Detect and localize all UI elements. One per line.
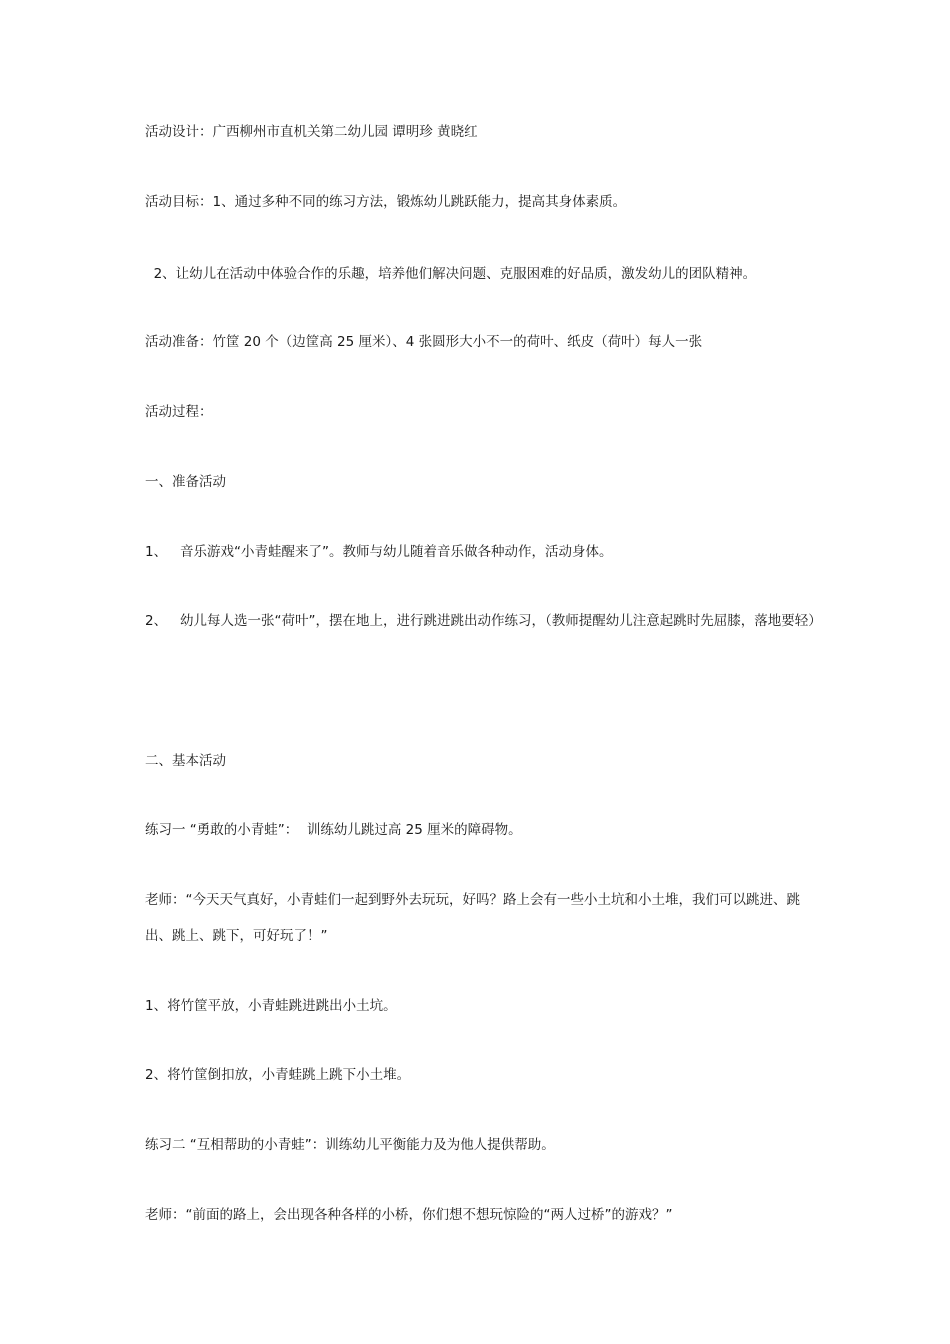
exercise-1-step-2: 2、将竹筐倒扣放，小青蛙跳上跳下小土堆。 xyxy=(145,1067,411,1083)
section-1-item-1: 1、 音乐游戏“小青蛙醒来了”。教师与幼儿随着音乐做各种动作，活动身体。 xyxy=(145,544,613,560)
exercise-2-teacher: 老师：“前面的路上，会出现各种各样的小桥，你们想不想玩惊险的“两人过桥”的游戏？” xyxy=(145,1207,673,1223)
process-heading: 活动过程： xyxy=(145,404,213,420)
exercise-2-title: 练习二 “互相帮助的小青蛙”：训练幼儿平衡能力及为他人提供帮助。 xyxy=(145,1137,555,1153)
exercise-1-step-1: 1、将竹筐平放，小青蛙跳进跳出小土坑。 xyxy=(145,998,397,1014)
exercise-1-teacher: 老师：“今天天气真好，小青蛙们一起到野外去玩玩，好吗？路上会有一些小土坑和小土堆，我们可以跳进、跳出、跳上、跳下，可好玩了！” xyxy=(145,892,800,944)
goal-1-line: 活动目标：1、通过多种不同的练习方法，锻炼幼儿跳跃能力，提高其身体素质。 xyxy=(145,194,627,210)
exercise-1-title: 练习一 “勇敢的小青蛙”： 训练幼儿跳过高 25 厘米的障碍物。 xyxy=(145,822,522,838)
section-1-item-2: 2、 幼儿每人选一张“荷叶”，摆在地上，进行跳进跳出动作练习，（教师提醒幼儿注意起跳时先屈膝，落地要轻） xyxy=(145,613,822,629)
goal-2-line: 2、让幼儿在活动中体验合作的乐趣，培养他们解决问题、克服困难的好品质，激发幼儿的团队精神。 xyxy=(145,266,757,282)
designer-line: 活动设计：广西柳州市直机关第二幼儿园 谭明珍 黄晓红 xyxy=(145,124,478,140)
preparation-line: 活动准备：竹筐 20 个（边筐高 25 厘米）、4 张圆形大小不一的荷叶、纸皮（荷叶）每人一张 xyxy=(145,334,703,350)
section-1-heading: 一、准备活动 xyxy=(145,474,226,490)
section-2-heading: 二、基本活动 xyxy=(145,753,226,769)
